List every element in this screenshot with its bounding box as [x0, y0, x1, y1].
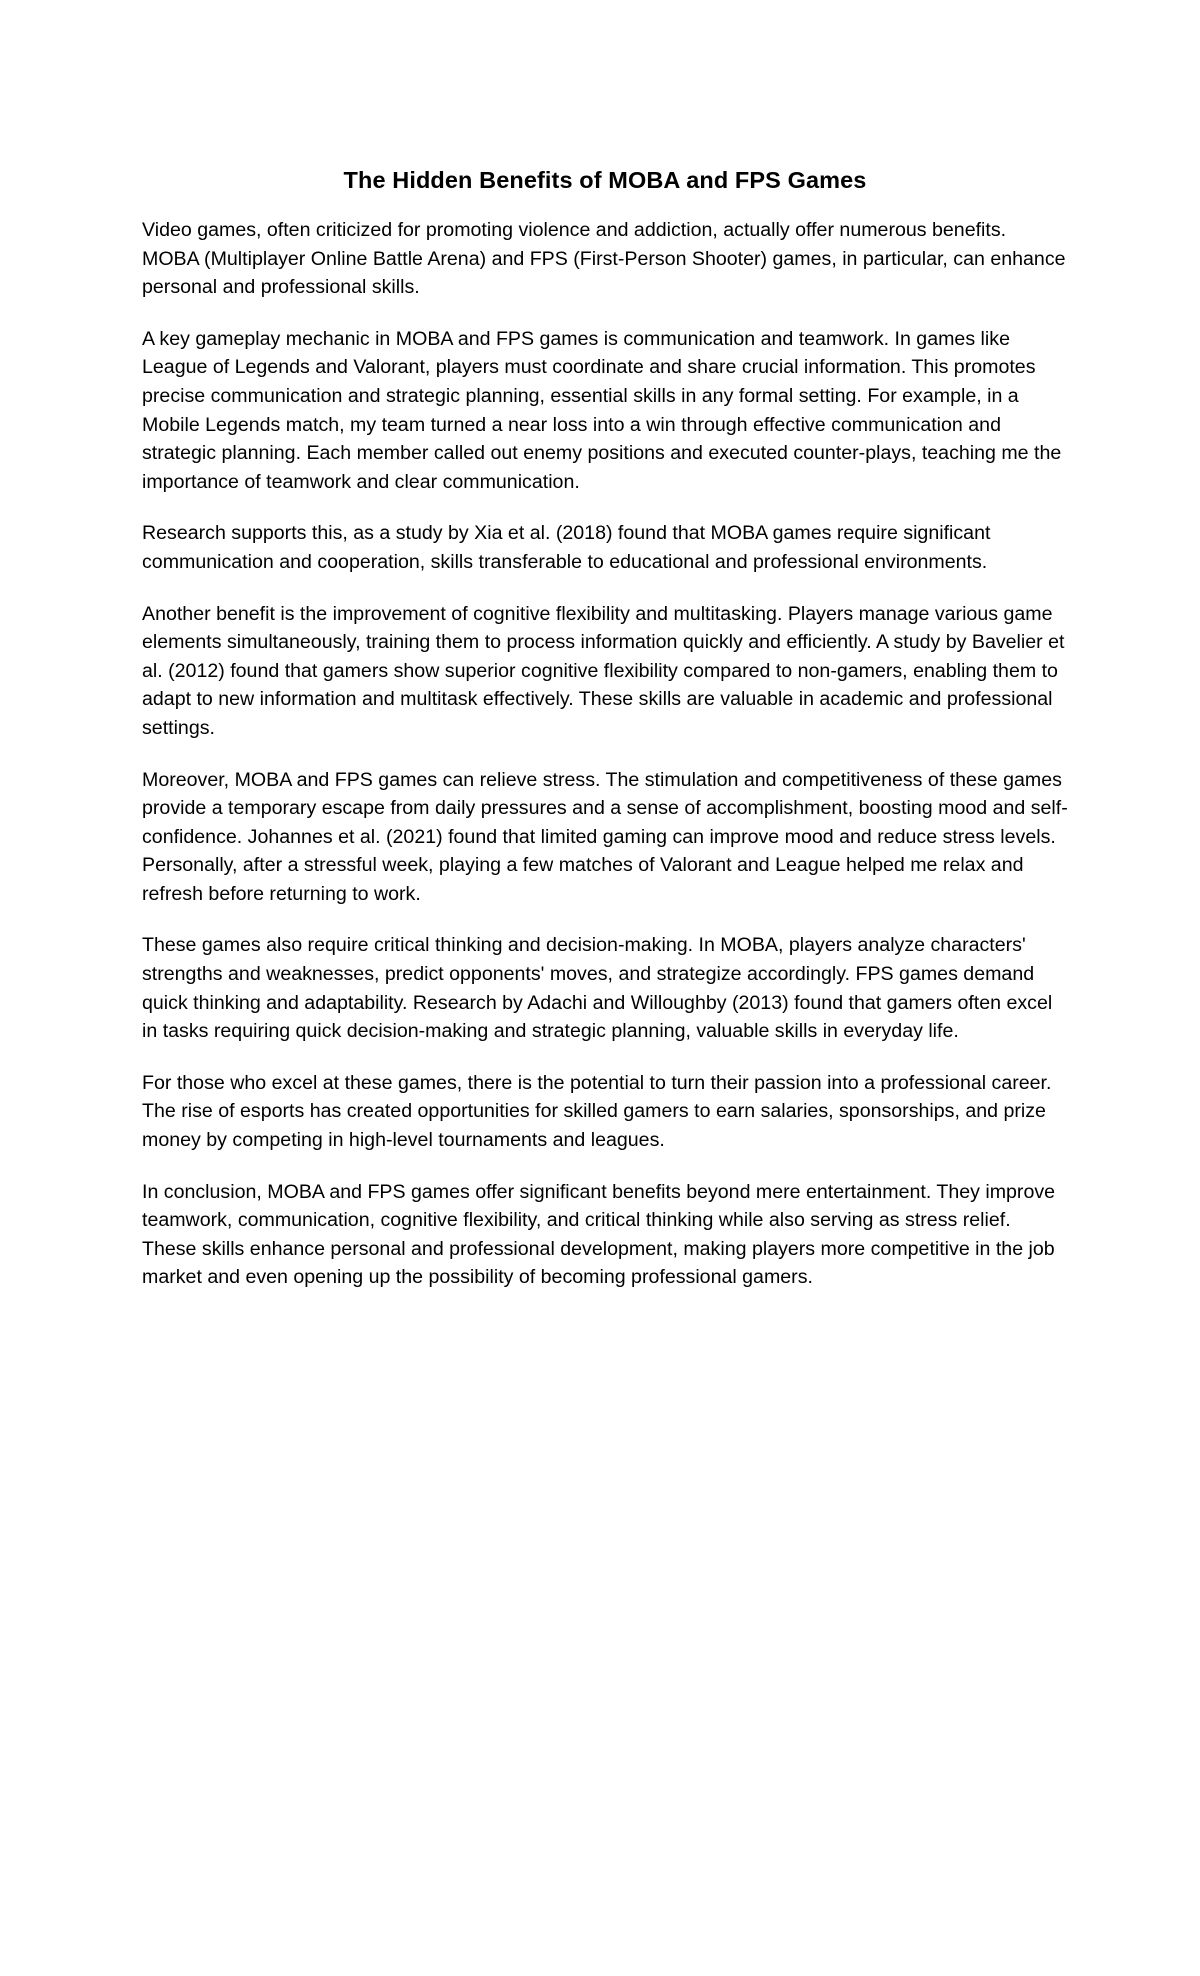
- paragraph-communication-teamwork: A key gameplay mechanic in MOBA and FPS games is communication and teamwork. In games like League of Legends and Valorant, players must coordinate and share crucial information. This promotes precise communication and strategic planning, essential skills in any formal setting. For example, in a Mobile Legends match, my team turned a near loss into a win through effective communication and strategic planning. Each member called out enemy positions and executed counter-plays, teaching me the importance of teamwork and clear communication.: [142, 327, 1062, 493]
- paragraph-cognitive-flexibility: Another benefit is the improvement of cognitive flexibility and multitasking. Players manage various game elements simultaneously, training them to process information quickly and efficiently. A study by Bavelier et al. (2012) found that gamers show superior cognitive flexibility compared to non-gamers, enabling them to adapt to new information and multitask effectively. These skills are valuable in academic and professional settings.: [142, 602, 1065, 739]
- document-body: [142, 166, 1068, 1315]
- document-title: The Hidden Benefits of MOBA and FPS Games: [343, 167, 867, 193]
- paragraph-critical-thinking: These games also require critical thinking and decision-making. In MOBA, players analyze characters' strengths and weaknesses, predict opponents' moves, and strategize accordingly. FPS games demand quick thinking and adaptability. Research by Adachi and Willoughby (2013) found that gamers often excel in tasks requiring quick decision-making and strategic planning, valuable skills in everyday life.: [142, 934, 1053, 1043]
- paragraph-intro: Video games, often criticized for promoting violence and addiction, actually offer numerous benefits. MOBA (Multiplayer Online Battle Arena) and FPS (First-Person Shooter) games, in particular, can enhance personal and professional skills.: [142, 219, 1066, 299]
- paragraph-esports-career: For those who excel at these games, there is the potential to turn their passion into a professional career. The rise of esports has created opportunities for skilled gamers to earn salaries, sponsorships, and prize money by competing in high-level tournaments and leagues.: [142, 1071, 1052, 1152]
- paragraph-research-support: Research supports this, as a study by Xia et al. (2018) found that MOBA games require significant communication and cooperation, skills transferable to educational and professional environments.: [142, 522, 991, 573]
- paragraph-stress-relief: Moreover, MOBA and FPS games can relieve stress. The stimulation and competitiveness of these games provide a temporary escape from daily pressures and a sense of accomplishment, boosting mood and self-confidence. Johannes et al. (2021) found that limited gaming can improve mood and reduce stress levels. Personally, after a stressful week, playing a few matches of Valorant and League helped me relax and refresh before returning to work.: [142, 768, 1068, 905]
- paragraph-conclusion: In conclusion, MOBA and FPS games offer significant benefits beyond mere entertainment. They improve teamwork, communication, cognitive flexibility, and critical thinking while also serving as stress relief. These skills enhance personal and professional development, making players more competitive in the job market and even opening up the possibility of becoming professional gamers.: [142, 1180, 1056, 1289]
